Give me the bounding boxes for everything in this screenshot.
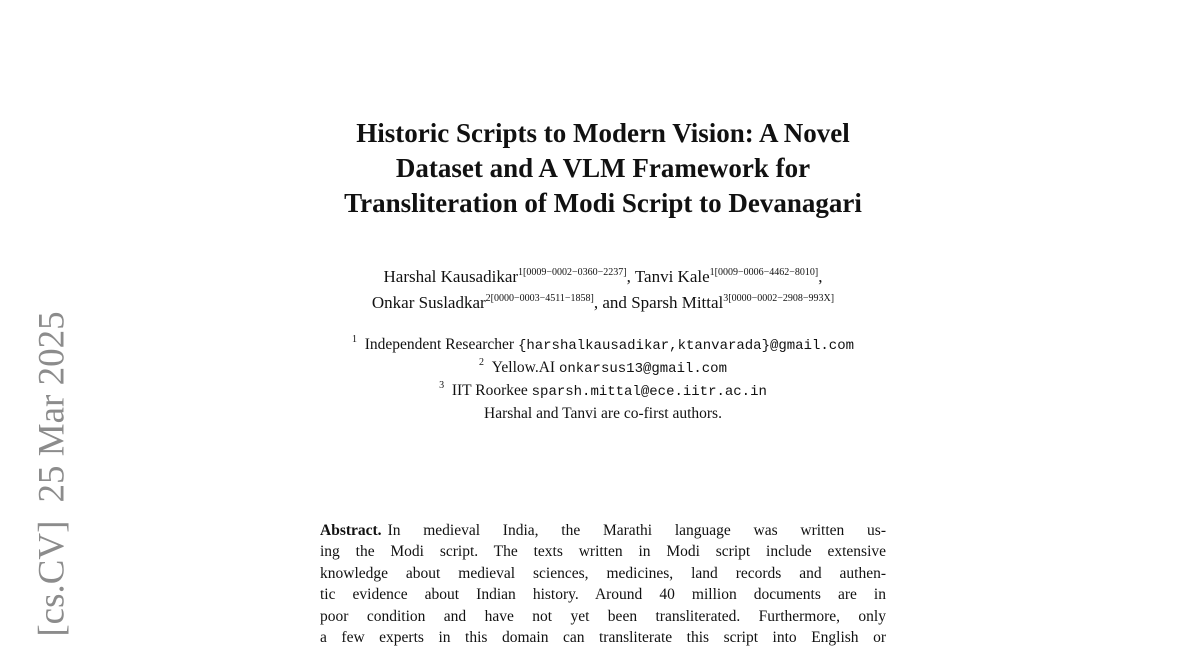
abstract-line: [320, 520, 886, 541]
abstract-line: poor condition and have not yet been transliterated. Furthermore, only: [320, 607, 886, 625]
author-affil-mark: 2: [485, 293, 491, 304]
author-separator: ,: [818, 267, 823, 286]
author-list: [200, 264, 1006, 316]
title-line: Dataset and A VLM Framework for: [395, 153, 811, 183]
affiliation-list: [250, 334, 956, 424]
author-orcid: [0009−0002−0360−2237]: [523, 267, 627, 278]
author-name: Harshal Kausadikar: [383, 267, 519, 286]
abstract-line: a few experts in this domain can transliterate this script into English or: [320, 629, 886, 647]
abstract-line: ing the Modi script. The texts written in Modi script include extensive: [320, 543, 886, 561]
cofirst-note: Harshal and Tanvi are co-first authors.: [484, 405, 722, 422]
arxiv-side-stamp: [31, 311, 74, 636]
title-line: Historic Scripts to Modern Vision: A Novel: [356, 118, 850, 148]
author-name: Onkar Susladkar: [371, 293, 486, 312]
abstract-line: tic evidence about Indian history. Around 40 million documents are in: [320, 586, 886, 604]
author-affil-mark: 3: [723, 293, 729, 304]
abstract: [320, 520, 886, 648]
affiliation-org: Independent Researcher: [364, 336, 515, 353]
abstract-text: In medieval India, the Marathi language was written us-: [387, 522, 886, 539]
affiliation-org: IIT Roorkee: [451, 382, 528, 399]
author-name: Sparsh Mittal: [631, 293, 724, 312]
affiliation-email: sparsh.mittal@ece.iitr.ac.in: [531, 384, 767, 400]
abstract-line: knowledge about medieval sciences, medicines, land records and authen-: [320, 564, 886, 582]
author-orcid: [0000−0003−4511−1858]: [490, 293, 594, 304]
author-name: Tanvi Kale: [634, 267, 710, 286]
author-line: [200, 264, 1006, 290]
title-line: Transliteration of Modi Script to Devanagari: [344, 188, 862, 218]
affiliation-org: Yellow.AI: [491, 359, 556, 376]
author-line: [200, 290, 1006, 316]
affiliation-line: [250, 334, 956, 357]
author-affil-mark: 1: [518, 267, 524, 278]
affiliation-email: onkarsus13@gmail.com: [558, 361, 727, 377]
affiliation-line: [250, 380, 956, 403]
author-orcid: [0000−0002−2908−993X]: [728, 293, 835, 304]
arxiv-category: [cs.CV]: [31, 520, 73, 637]
author-separator: ,: [626, 267, 635, 286]
affiliation-email: {harshalkausadikar,ktanvarada}@gmail.com: [517, 338, 854, 354]
affiliation-line: [250, 357, 956, 380]
affiliation-number: 2: [479, 357, 485, 368]
affiliation-number: 1: [351, 334, 357, 345]
author-separator: , and: [593, 293, 632, 312]
author-orcid: [0009−0006−4462−8010]: [714, 267, 819, 278]
arxiv-date: 25 Mar 2025: [31, 311, 73, 503]
abstract-label: Abstract.: [320, 522, 382, 539]
affiliation-number: 3: [439, 380, 445, 391]
author-affil-mark: 1: [709, 267, 715, 278]
paper-title: [250, 116, 956, 221]
